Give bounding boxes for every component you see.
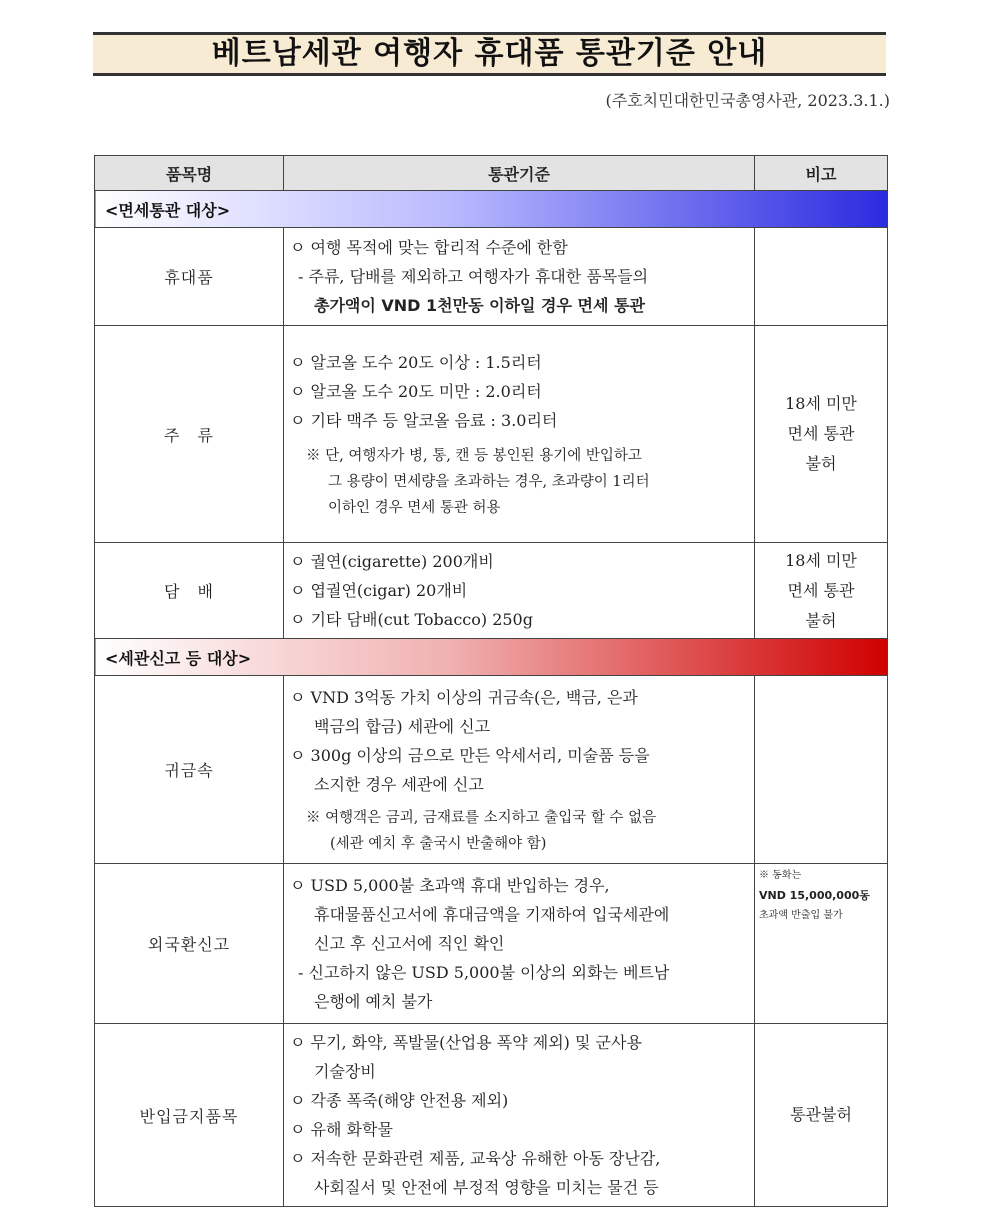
header-item-name: 품목명	[95, 156, 284, 191]
criteria-line: ㅇ USD 5,000불 초과액 휴대 반입하는 경우,	[290, 876, 610, 895]
header-criteria: 통관기준	[284, 156, 755, 191]
remark-line: ※ 여행객은 금괴, 금재료를 소지하고 출입국 할 수 없음	[306, 809, 657, 826]
criteria-line: 기술장비	[314, 1062, 376, 1081]
section-dutyfree-label: <면세통관 대상>	[95, 191, 888, 228]
note-line: 불허	[805, 610, 837, 630]
section-declare-label: <세관신고 등 대상>	[95, 639, 888, 676]
remark-line: (세관 예치 후 출국시 반출해야 함)	[330, 835, 547, 852]
section-row-dutyfree	[95, 191, 888, 228]
criteria-line: ㅇ 저속한 문화관련 제품, 교육상 유해한 아동 장난감,	[290, 1149, 661, 1168]
criteria-line: ㅇ 궐연(cigarette) 200개비	[290, 552, 494, 571]
remark-line: 그 용량이 면세량을 초과하는 경우, 초과량이 1리터	[328, 473, 650, 490]
table-row-alcohol	[95, 326, 888, 543]
criteria-line: - 주류, 담배를 제외하고 여행자가 휴대한 품목들의	[298, 267, 649, 286]
criteria-line: 은행에 예치 불가	[314, 992, 433, 1011]
criteria-currency	[284, 864, 755, 1024]
note-line: 18세 미만	[785, 394, 857, 413]
criteria-line: 신고 후 신고서에 직인 확인	[314, 934, 505, 953]
criteria-line: 백금의 합금) 세관에 신고	[314, 716, 491, 736]
note-banned: 통관불허	[755, 1024, 888, 1207]
table-row-personal	[95, 228, 888, 326]
criteria-personal	[284, 228, 755, 326]
criteria-line: ㅇ 300g 이상의 금으로 만든 악세서리, 미술품 등을	[290, 745, 650, 765]
criteria-line: ㅇ VND 3억동 가치 이상의 귀금속(은, 백금, 은과	[290, 687, 638, 707]
criteria-line: ㅇ 무기, 화약, 폭발물(산업용 폭약 제외) 및 군사용	[290, 1033, 642, 1052]
criteria-line: ㅇ 기타 담배(cut Tobacco) 250g	[290, 610, 533, 629]
criteria-line: ㅇ 알코올 도수 20도 미만 : 2.0리터	[290, 381, 542, 401]
document-subtitle: (주호치민대한민국총영사관, 2023.3.1.)	[605, 91, 890, 110]
item-name-alcohol: 주 류	[95, 326, 284, 543]
criteria-line: ㅇ 알코올 도수 20도 이상 : 1.5리터	[290, 352, 542, 372]
header-remarks: 비고	[755, 156, 888, 191]
item-name-metal: 귀금속	[95, 676, 284, 864]
document-title-bar	[93, 32, 886, 76]
criteria-line: ㅇ 유해 화학물	[290, 1120, 393, 1139]
note-tobacco	[755, 543, 888, 639]
note-line: 18세 미만	[785, 550, 857, 570]
item-name-currency: 외국환신고	[95, 864, 284, 1024]
criteria-alcohol	[284, 326, 755, 543]
table-row-banned	[95, 1024, 888, 1207]
table-row-tobacco	[95, 543, 888, 639]
criteria-line: ㅇ 각종 폭죽(해양 안전용 제외)	[290, 1091, 509, 1110]
criteria-line: ㅇ 엽궐연(cigar) 20개비	[290, 581, 468, 600]
criteria-metal	[284, 676, 755, 864]
criteria-line-emphasis: 총가액이 VND 1천만동 이하일 경우 면세 통관	[314, 296, 645, 315]
table-row-currency	[95, 864, 888, 1024]
remark-line: 이하인 경우 면세 통관 허용	[328, 499, 501, 516]
item-name-banned: 반입금지품목	[95, 1024, 284, 1207]
criteria-line: 휴대물품신고서에 휴대금액을 기재하여 입국세관에	[314, 905, 670, 924]
note-line-emphasis: VND 15,000,000동	[759, 889, 870, 902]
criteria-line: 소지한 경우 세관에 신고	[314, 774, 484, 794]
criteria-line: - 신고하지 않은 USD 5,000불 이상의 외화는 베트남	[298, 963, 670, 982]
criteria-line: ㅇ 여행 목적에 맞는 합리적 수준에 한함	[290, 238, 568, 257]
criteria-line: 사회질서 및 안전에 부정적 영향을 미치는 물건 등	[314, 1178, 659, 1197]
note-line: 면세 통관	[787, 580, 855, 600]
item-name-tobacco: 담 배	[95, 543, 284, 639]
note-line: 불허	[805, 454, 837, 473]
item-name-personal: 휴대품	[95, 228, 284, 326]
customs-table	[94, 155, 888, 1207]
criteria-tobacco	[284, 543, 755, 639]
note-personal	[755, 228, 888, 326]
document-title: 베트남세관 여행자 휴대품 통관기준 안내	[211, 36, 768, 71]
section-row-declare	[95, 639, 888, 676]
criteria-line: ㅇ 기타 맥주 등 알코올 음료 : 3.0리터	[290, 410, 558, 430]
table-row-metal	[95, 676, 888, 864]
note-line: 면세 통관	[787, 424, 855, 443]
note-line: ※ 동화는	[759, 870, 802, 881]
note-currency	[755, 864, 888, 1024]
note-alcohol	[755, 326, 888, 543]
criteria-banned	[284, 1024, 755, 1207]
note-line: 초과액 반출입 불가	[759, 910, 843, 921]
table-header-row	[95, 156, 888, 191]
remark-line: ※ 단, 여행자가 병, 통, 캔 등 봉인된 용기에 반입하고	[306, 447, 642, 464]
note-metal	[755, 676, 888, 864]
